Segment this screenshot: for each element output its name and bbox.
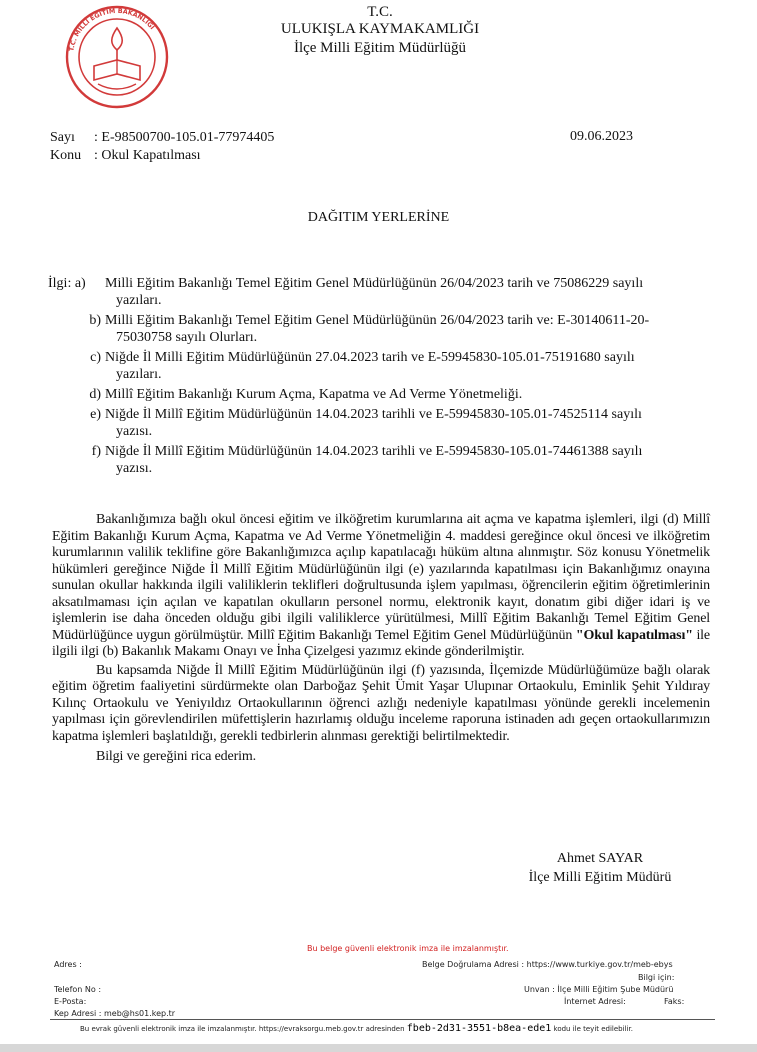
body-p1-bold: "Okul kapatılması"	[575, 627, 693, 643]
footer-telefon: Telefon No :	[54, 985, 102, 994]
ilgi-f-line1: Niğde İl Millî Eğitim Müdürlüğünün 14.04.2023 tarihli ve E-59945830-105.01-74461388 sayılı	[105, 444, 643, 459]
ilgi-e-line1: Niğde İl Millî Eğitim Müdürlüğünün 14.04.2023 tarihli ve E-59945830-105.01-74525114 sayılı	[105, 407, 642, 422]
signatory-name: Ahmet SAYAR	[556, 851, 644, 866]
ilgi-d-line1: Millî Eğitim Bakanlığı Kurum Açma, Kapatma ve Ad Verme Yönetmeliği.	[105, 387, 523, 402]
verification-suffix: kodu ile teyit edilebilir.	[553, 1025, 633, 1033]
seal-ring-text: T.C. MİLLÎ EĞİTİM BAKANLIĞI	[67, 6, 157, 52]
ilgi-a-line1: Milli Eğitim Bakanlığı Temel Eğitim Genel Müdürlüğünün 26/04/2023 tarih ve 75086229 sayılı	[105, 276, 644, 291]
document-date: 09.06.2023	[570, 129, 633, 144]
ilgi-c-line2: yazıları.	[116, 367, 162, 382]
ilgi-item-c	[48, 349, 708, 383]
footer-kep: Kep Adresi : meb@hs01.kep.tr	[54, 1009, 176, 1018]
footer-unvan: Unvan : İlçe Milli Eğitim Şube Müdürü	[524, 985, 674, 994]
sayi-label: Sayı	[50, 130, 75, 145]
ilgi-f-line2: yazısı.	[116, 461, 153, 476]
ilgi-b-line2: 75030758 sayılı Olurları.	[116, 330, 258, 345]
ilgi-item-e	[48, 406, 708, 440]
ilgi-label: İlgi: a)	[48, 276, 86, 291]
footer-faks: Faks:	[664, 997, 685, 1006]
header-tc: T.C.	[367, 4, 393, 20]
ilgi-item-b	[48, 312, 708, 346]
ilgi-e-label: e)	[90, 407, 101, 422]
body-p1-part2: ile ilgili ilgi (b) Bakanlık Makamı Onayı ve İnha Çizelgesi yazımız ekinde gönderilmiştir.	[52, 627, 710, 659]
ilgi-item-a	[48, 275, 708, 309]
sayi-row	[50, 129, 274, 147]
verification-line	[80, 1023, 633, 1034]
esignature-notice: Bu belge güvenli elektronik imza ile imzalanmıştır.	[307, 944, 509, 953]
document-body	[52, 512, 710, 766]
header-kaymakamlik: ULUKIŞLA KAYMAKAMLIĞI	[280, 21, 480, 37]
ilgi-list	[48, 275, 708, 480]
signatory-title: İlçe Milli Eğitim Müdürü	[528, 870, 672, 885]
body-paragraph-1	[52, 512, 710, 661]
footer-dogrulama: Belge Doğrulama Adresi : https://www.turkiye.gov.tr/meb-ebys	[422, 960, 673, 969]
bottom-scan-bar	[0, 1044, 757, 1052]
body-p1-part1: Bakanlığımıza bağlı okul öncesi eğitim ve ilköğretim kurumlarına ait açma ve kapatma işlemleri, ilgi (d) Millî Eğitim Bakanlığı Kurum Açma, Kapatma ve Ad Verme Yönetmeliğin 4. maddesi gereğince okul öncesi ve ilköğretim kurumlarının valilik teklifine göre Bakanlığımızca açılıp kapatılacağı hüküm altına alınmıştır. Söz konusu Yönetmelik hükümleri gereğince Niğde İl Millî Eğitim Müdürlüğünün ilgi (e) yazılarında kapatılması için Bakanlığımız onayına sunulan okullar hakkında ilgili valiliklerin teklifleri doğrultusunda işlem yapılması, öğrencilerin eğitim öğretimlerinin aksatılmaması için açılan ve kapatılan okulların personel normu, elektronik kayıt, donatım gibi diğer idari iş ve işlemlerin ise daha önceden olduğu gibi ilgili valiliklerce yürütülmesi, Millî Eğitim Bakanlığı Temel Eğitim Genel Müdürlüğünce uygun görülmüştür. Millî Eğitim Bakanlığı Temel Eğitim Genel Müdürlüğünün	[52, 512, 710, 643]
header-mudurluk: İlçe Milli Eğitim Müdürlüğü	[293, 40, 467, 56]
konu-label: Konu	[50, 148, 82, 163]
ilgi-b-label: b)	[89, 313, 101, 328]
ilgi-e-line2: yazısı.	[116, 424, 153, 439]
body-paragraph-3: Bilgi ve gereğini rica ederim.	[96, 749, 256, 764]
body-paragraph-2: Bu kapsamda Niğde İl Millî Eğitim Müdürlüğünün ilgi (f) yazısında, İlçemizde Müdürlüğümüze bağlı olarak eğitim öğretim faaliyetini sürdürmekte olan Darboğaz Şehit Ümit Yaşar Ulupınar Ortaokulu, Eminlik Şehit Yıldıray Kılınç Ortaokulu ve Yeniyıldız Ortaokullarının öğrenci azlığı nedeniyle kapatılması yönünde gerekli incelemenin yapılması için görevlendirilen müfettişlerin hazırlamış olduğu inceleme raporuna istinaden adı geçen ortaokullarımızın kapatma işlemleri başlatıldığı, gerekli tedbirlerin alınması gerektiği belirtilmektedir.	[52, 662, 710, 744]
ilgi-item-d	[48, 386, 708, 403]
verification-code: fbeb-2d31-3551-b8ea-ede1	[406, 1023, 552, 1034]
footer-eposta: E-Posta:	[54, 997, 87, 1006]
meb-seal-logo	[64, 4, 170, 110]
footer-divider	[50, 1019, 715, 1020]
footer-internet: İnternet Adresi:	[564, 997, 626, 1006]
ilgi-item-f	[48, 443, 708, 477]
sayi-value: : E-98500700-105.01-77974405	[94, 130, 275, 145]
document-title: DAĞITIM YERLERİNE	[307, 210, 450, 225]
footer-adres: Adres :	[54, 960, 82, 969]
konu-value: : Okul Kapatılması	[94, 148, 201, 163]
ilgi-a-line2: yazıları.	[116, 293, 162, 308]
ilgi-d-label: d)	[89, 387, 101, 402]
ilgi-f-label: f)	[91, 444, 101, 459]
verification-prefix: Bu evrak güvenli elektronik imza ile imzalanmıştır. https://evraksorgu.meb.gov.tr adresinden	[80, 1025, 405, 1033]
ilgi-c-label: c)	[90, 350, 101, 365]
konu-row	[50, 147, 201, 165]
footer-bilgi-icin: Bilgi için:	[638, 973, 675, 982]
ilgi-b-line1: Milli Eğitim Bakanlığı Temel Eğitim Genel Müdürlüğünün 26/04/2023 tarih ve: E-30140611-20-	[105, 313, 650, 328]
ilgi-c-line1: Niğde İl Milli Eğitim Müdürlüğünün 27.04.2023 tarih ve E-59945830-105.01-75191680 sayılı	[105, 350, 635, 365]
